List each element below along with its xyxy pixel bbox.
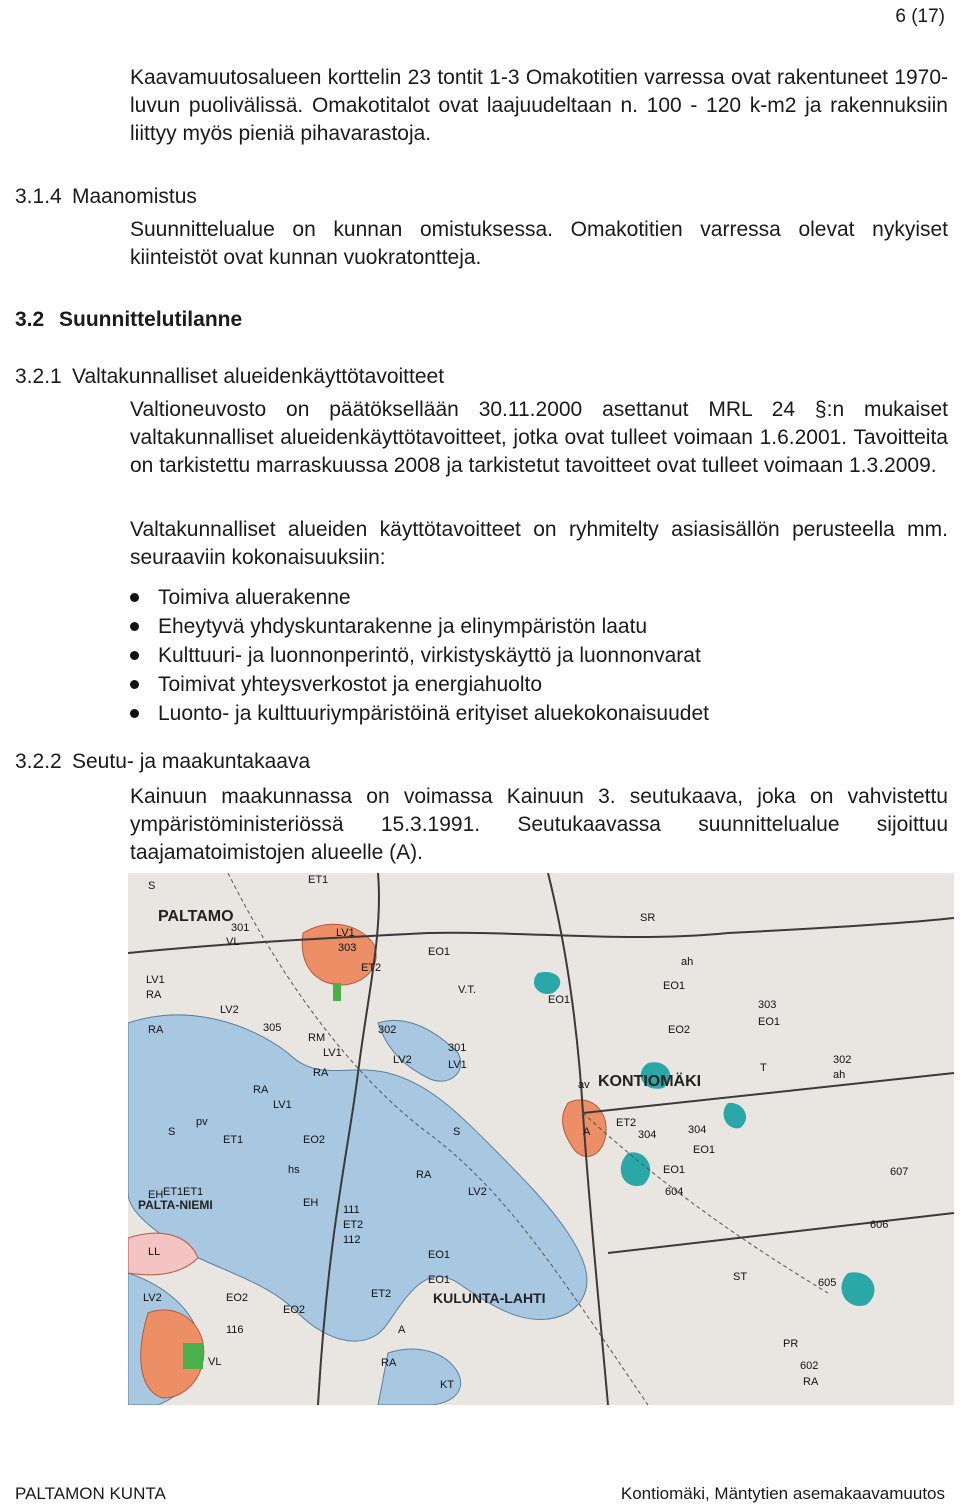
map-code: LV2 [468, 1186, 487, 1198]
map-code: 303 [338, 942, 357, 954]
heading-number: 3.2 [15, 308, 45, 331]
heading-number: 3.2.2 [15, 750, 62, 773]
map-code: EO1 [693, 1144, 716, 1156]
heading-title: Seutu- ja maakuntakaava [72, 750, 311, 773]
footer-left: PALTAMON KUNTA [15, 1484, 166, 1503]
map-code: A [583, 1126, 591, 1138]
list-item-text: Luonto- ja kulttuuriympäristöinä erityiset aluekokonaisuudet [158, 702, 709, 725]
map-code: 607 [890, 1166, 909, 1178]
map-code: A [398, 1324, 406, 1336]
map-code: LV1 [336, 927, 355, 939]
map-code: EH [303, 1197, 319, 1209]
map-code: T [760, 1062, 767, 1074]
map-code: 602 [800, 1360, 819, 1372]
map-code: LV1 [448, 1059, 467, 1071]
intro-paragraph: Kaavamuutosalueen korttelin 23 tontit 1-3 Omakotitien varressa ovat rakentuneet 1970-luvun puolivälissä. Omakotitalot ovat laajuudeltaan n. 100 - 120 k-m2 ja rakennuksiin liittyy myös pieniä pihavarastoja. [130, 66, 948, 145]
map-code: LL [148, 1246, 161, 1258]
map-label-kontiomaki: KONTIOMÄKI [598, 1073, 702, 1090]
heading-3-1-4 [15, 183, 197, 211]
list-item [130, 670, 948, 699]
map-code: S [453, 1126, 461, 1138]
map-code: EO1 [428, 946, 451, 958]
bullet-icon [130, 622, 139, 631]
map-code: EO1 [663, 980, 686, 992]
map-code: EO1 [663, 1164, 686, 1176]
map-code: RA [148, 1024, 164, 1036]
map-code: ET2 [616, 1117, 637, 1129]
map-code: pv [196, 1116, 208, 1128]
map-code: 604 [665, 1186, 684, 1198]
map-code: 302 [378, 1024, 397, 1036]
heading-title: Maanomistus [72, 185, 197, 208]
map-code: 116 [226, 1324, 244, 1336]
map-code: PR [783, 1338, 799, 1350]
map-code: EO1 [428, 1249, 451, 1261]
list-item-text: Kulttuuri- ja luonnonperintö, virkistyskäyttö ja luonnonvarat [158, 644, 701, 667]
list-item [130, 699, 948, 728]
list-item-text: Eheytyvä yhdyskuntarakenne ja elinympäristön laatu [158, 615, 648, 638]
map-code: ET2 [343, 1219, 364, 1231]
heading-3-2-1 [15, 363, 444, 391]
map-code: 605 [818, 1277, 837, 1289]
map-code: ST [733, 1271, 748, 1283]
map-code: RM [308, 1032, 326, 1044]
map-code: EO2 [668, 1024, 691, 1036]
map-label-paltamo: PALTAMO [158, 908, 234, 925]
heading-title: Valtakunnalliset alueidenkäyttötavoitteet [72, 365, 445, 388]
map-code: LV1 [323, 1047, 342, 1059]
valtakunnalliset-paragraph-1: Valtioneuvosto on päätöksellään 30.11.2000 asettanut MRL 24 §:n mukaiset valtakunnalliset alueidenkäyttötavoitteet, jotka ovat tulleet voimaan 1.6.2001. Tavoitteita on tarkistettu marraskuussa 2008 ja tarkistetut tavoitteet ovat tulleet voimaan 1.3.2009. [130, 398, 948, 477]
map-code: EH [148, 1189, 164, 1201]
map-code: LV2 [143, 1292, 162, 1304]
map-code: EO1 [758, 1016, 781, 1028]
map-code: VL [226, 936, 240, 948]
bullet-icon [130, 709, 139, 718]
map-code: ET1 [183, 1186, 204, 1198]
map-code: RA [253, 1084, 269, 1096]
map-code: hs [288, 1164, 300, 1176]
footer-right: Kontiomäki, Mäntytien asemakaavamuutos [620, 1484, 945, 1503]
map-code: ET2 [361, 962, 382, 974]
map-code: 305 [263, 1022, 282, 1034]
map-code: ET1 [163, 1186, 184, 1198]
map-code: ET1 [223, 1134, 244, 1146]
map-code: KT [440, 1379, 455, 1391]
map-code: RA [416, 1169, 432, 1181]
map-code: LV2 [220, 1004, 239, 1016]
map-code: S [148, 880, 156, 892]
heading-number: 3.2.1 [15, 365, 62, 388]
map-label-kuluntalahti: KULUNTA-LAHTI [433, 1290, 546, 1306]
map-code: 112 [343, 1234, 361, 1246]
map-code: 111 [343, 1204, 360, 1216]
heading-3-2 [15, 306, 242, 334]
map-code: RA [803, 1376, 819, 1388]
list-item [130, 583, 948, 612]
page-number: 6 (17) [895, 6, 945, 27]
map-code: EO1 [548, 994, 571, 1006]
map-code: 304 [688, 1124, 707, 1136]
bullet-icon [130, 651, 139, 660]
heading-3-2-2 [15, 748, 310, 776]
regional-plan-map [128, 873, 954, 1405]
map-code: EO2 [283, 1304, 306, 1316]
map-code: ah [681, 956, 694, 968]
map-code: SR [640, 912, 656, 924]
seutukaava-paragraph: Kainuun maakunnassa on voimassa Kainuun 3. seutukaava, joka on vahvistettu ympäristöministeriössä 15.3.1991. Seutukaavassa suunnittelualue sijoittuu taajamatoimistojen alueelle (A). [130, 785, 948, 864]
map-code: EO2 [303, 1134, 326, 1146]
map-code: av [578, 1079, 590, 1091]
list-item [130, 641, 948, 670]
list-item [130, 612, 948, 641]
maanomistus-paragraph: Suunnittelualue on kunnan omistuksessa. Omakotitien varressa olevat nykyiset kiinteistöt ovat kunnan vuokratontteja. [130, 218, 948, 269]
map-code: 303 [758, 999, 777, 1011]
map-code: ET2 [371, 1288, 392, 1300]
map-code: V.T. [458, 984, 476, 996]
heading-title: Suunnittelutilanne [59, 308, 243, 331]
map-label-paltaniemi: PALTA-NIEMI [138, 1198, 213, 1212]
bullet-icon [130, 593, 139, 602]
bullet-list [130, 583, 948, 728]
map-code: S [168, 1126, 176, 1138]
map-code: RA [381, 1357, 397, 1369]
map-code: EO2 [226, 1292, 249, 1304]
map-code: 606 [870, 1219, 889, 1231]
map-code: 304 [638, 1129, 657, 1141]
list-item-text: Toimiva aluerakenne [158, 586, 351, 609]
map-code: 301 [448, 1042, 467, 1054]
list-item-text: Toimivat yhteysverkostot ja energiahuolto [158, 673, 543, 696]
map-code: LV1 [273, 1099, 292, 1111]
map-code: 301 [231, 922, 250, 934]
map-code: VL [208, 1356, 222, 1368]
map-code: RA [313, 1067, 329, 1079]
map-code: LV1 [146, 974, 165, 986]
map-code: ah [833, 1069, 846, 1081]
bullet-icon [130, 680, 139, 689]
map-code: LV2 [393, 1054, 412, 1066]
heading-number: 3.1.4 [15, 185, 62, 208]
map-code: EO1 [428, 1274, 451, 1286]
valtakunnalliset-paragraph-2: Valtakunnalliset alueiden käyttötavoitteet on ryhmitelty asiasisällön perusteella mm. seuraaviin kokonaisuuksiin: [130, 518, 948, 569]
map-code: ET1 [308, 874, 329, 886]
map-code: 302 [833, 1054, 852, 1066]
map-code: RA [146, 989, 162, 1001]
